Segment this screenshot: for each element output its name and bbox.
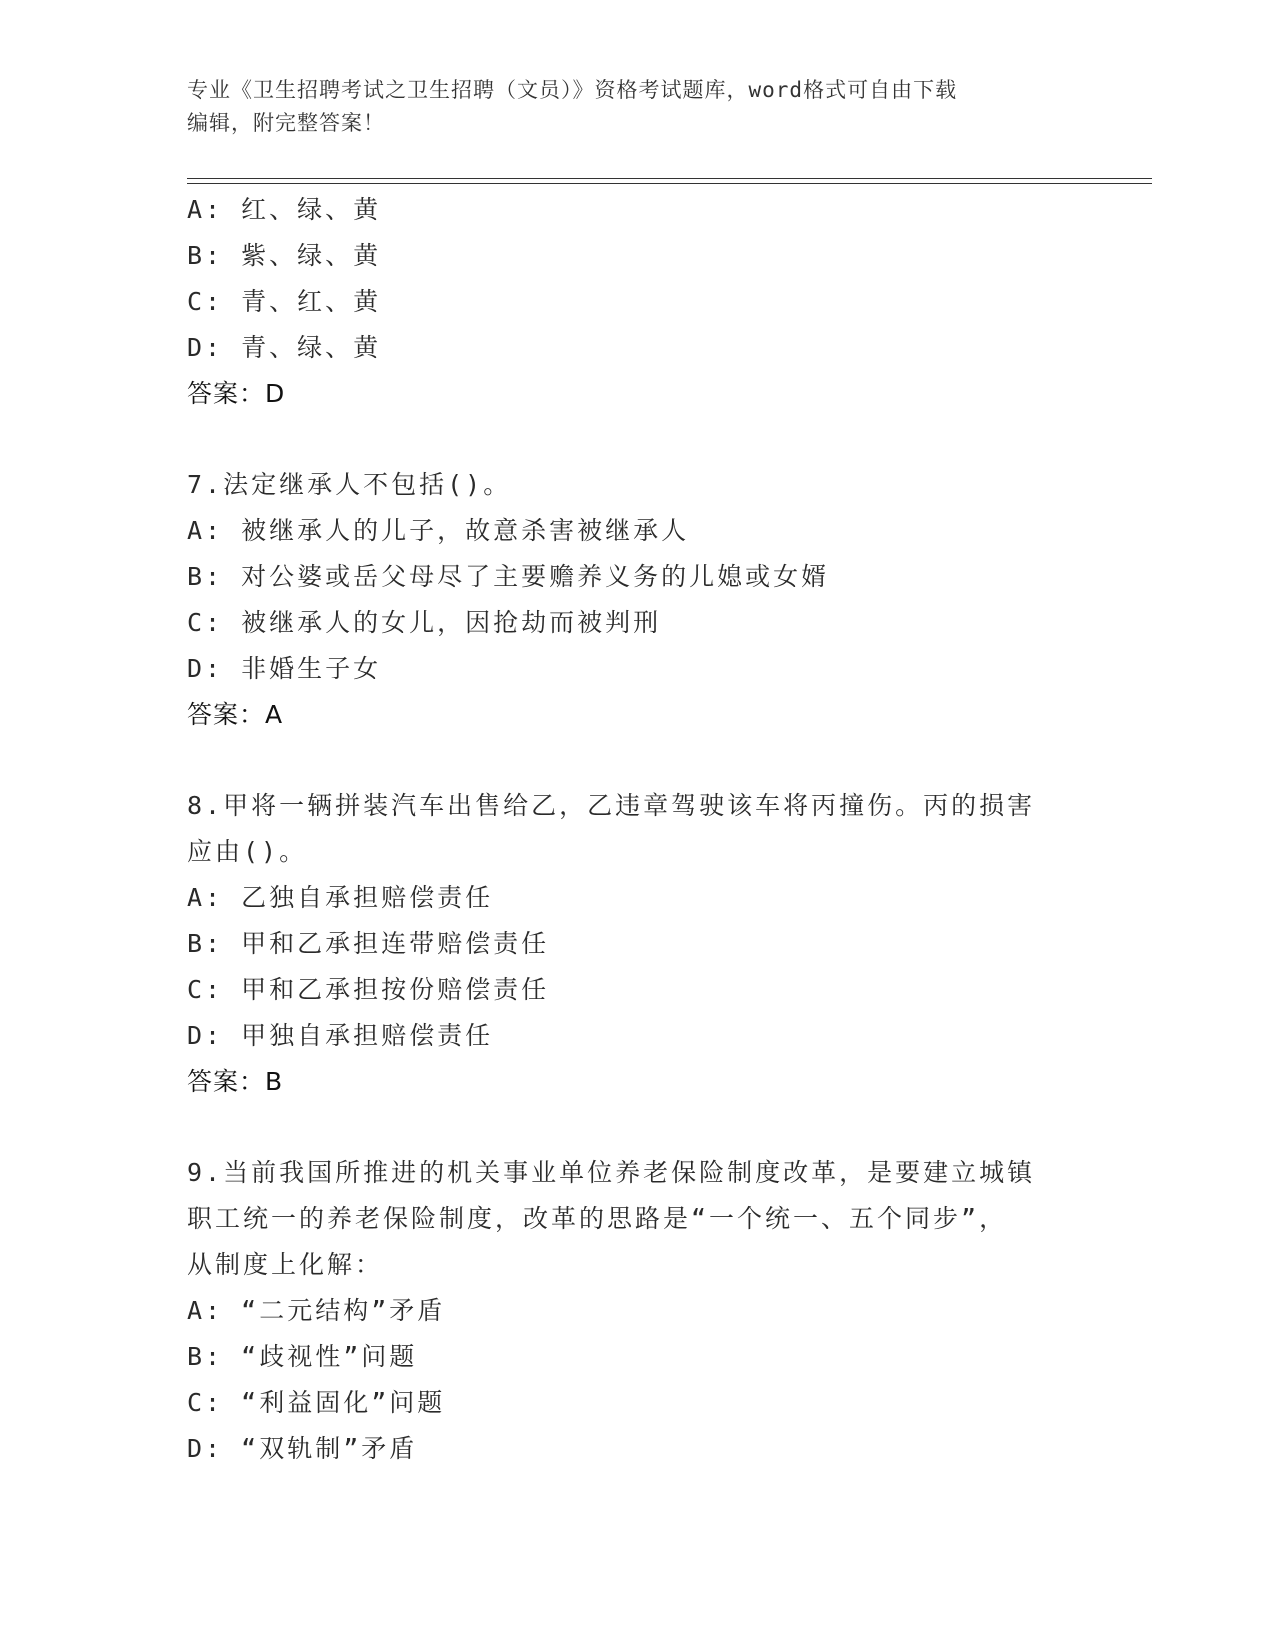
option-a: A: 红、绿、黄 <box>187 195 382 224</box>
option-d: D: 青、绿、黄 <box>187 333 382 362</box>
option-d: D: 非婚生子女 <box>187 654 382 683</box>
header-rule-top <box>187 178 1152 179</box>
question-stem-cont: 应由()。 <box>187 837 308 866</box>
question-block-7 <box>187 462 1087 738</box>
option-b: B: “歧视性”问题 <box>187 1342 418 1371</box>
header-rule-bottom <box>187 183 1152 184</box>
question-block-6 <box>187 187 1087 417</box>
question-stem: 9.当前我国所推进的机关事业单位养老保险制度改革，是要建立城镇 <box>187 1158 1036 1187</box>
answer-line: 答案：D <box>187 379 286 408</box>
question-block-8 <box>187 783 1087 1105</box>
question-stem: 7.法定继承人不包括()。 <box>187 470 512 499</box>
question-block-9 <box>187 1150 1087 1472</box>
option-a: A: 被继承人的儿子，故意杀害被继承人 <box>187 516 690 545</box>
header-line-1: 专业《卫生招聘考试之卫生招聘（文员）》资格考试题库，word格式可自由下载 <box>187 78 958 102</box>
option-d: D: 甲独自承担赔偿责任 <box>187 1021 494 1050</box>
option-d: D: “双轨制”矛盾 <box>187 1434 418 1463</box>
option-c: C: “利益固化”问题 <box>187 1388 446 1417</box>
question-stem-cont: 职工统一的养老保险制度，改革的思路是“一个统一、五个同步”， <box>187 1204 1008 1233</box>
option-a: A: 乙独自承担赔偿责任 <box>187 883 494 912</box>
option-c: C: 被继承人的女儿，因抢劫而被判刑 <box>187 608 662 637</box>
option-b: B: 甲和乙承担连带赔偿责任 <box>187 929 550 958</box>
answer-line: 答案：A <box>187 700 284 729</box>
answer-line: 答案：B <box>187 1067 284 1096</box>
question-stem: 8.甲将一辆拼装汽车出售给乙，乙违章驾驶该车将丙撞伤。丙的损害 <box>187 791 1036 820</box>
option-b: B: 紫、绿、黄 <box>187 241 382 270</box>
option-b: B: 对公婆或岳父母尽了主要赡养义务的儿媳或女婿 <box>187 562 830 591</box>
document-header <box>187 74 1087 140</box>
option-c: C: 甲和乙承担按份赔偿责任 <box>187 975 550 1004</box>
option-a: A: “二元结构”矛盾 <box>187 1296 446 1325</box>
question-list <box>187 187 1087 1472</box>
question-stem-cont: 从制度上化解： <box>187 1250 384 1279</box>
header-line-2: 编辑，附完整答案！ <box>187 111 385 135</box>
option-c: C: 青、红、黄 <box>187 287 382 316</box>
